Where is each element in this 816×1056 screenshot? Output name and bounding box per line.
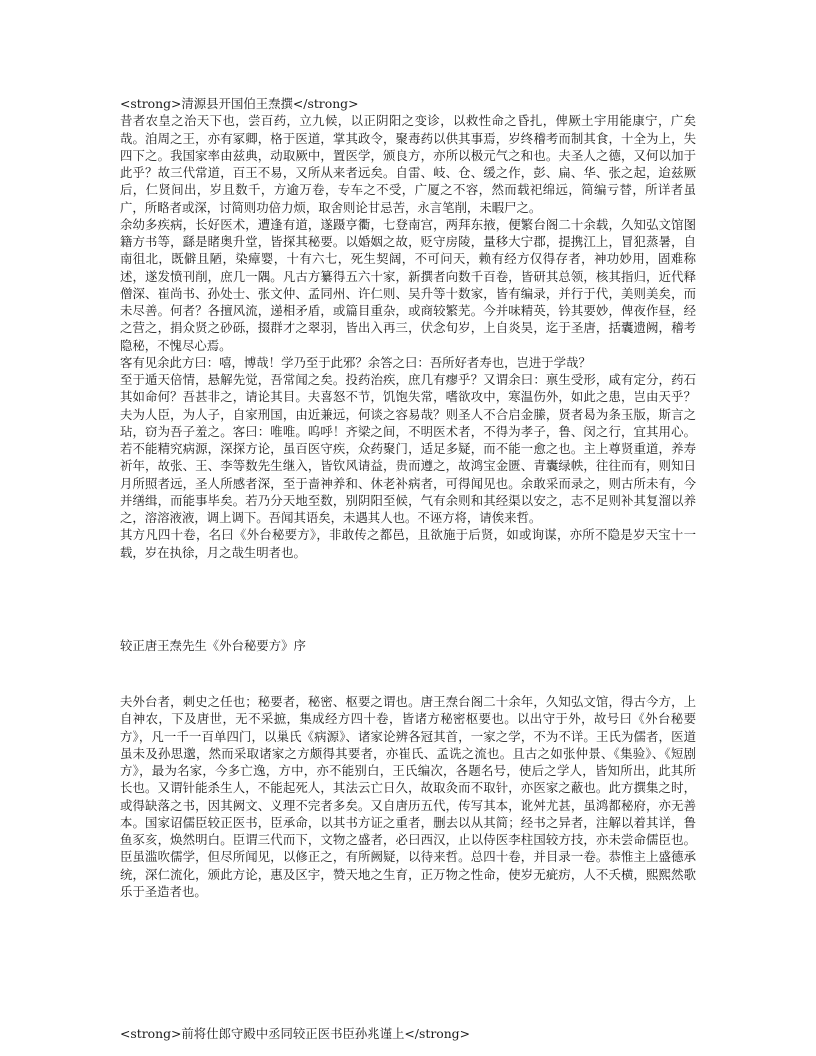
- preface-paragraph: 至于遁天倍情，悬解先觉，吾常闻之矣。投药治疾，庶几有瘳乎？又谓余曰：禀生受形，咸有定分，药石其如命何？吾甚非之，请论其目。夫喜怒不节，饥饱失常，嗜欲攻中，寒温伤外，如此之患，岂由天乎？夫为人臣，为人子，自家刑国，由近兼远，何谈之容易哉？则圣人不合启金縢，贤者曷为条玉版，斯言之玷，窃为吾子羞之。客曰：唯唯。呜呼！齐梁之间，不明医术者，不得为孝子，鲁、闵之行，宜其用心。若不能精究病源，深探方论，虽百医守疾，众药聚门，适足多疑，而不能一愈之也。主上尊贤重道，养寿祈年，故张、王、李等数先生继入，皆钦风请益，贵而遵之，故鸿宝金匮、青囊绿帙，往往而有，则知日月所照者远，圣人所感者深，至于啬神养和、休老补病者，可得闻见也。余敢采而录之，则古所未有，今并缮缉，而能事毕矣。若乃分天地至数，别阴阳至候，气有余则和其经渠以安之，志不足则补其复溜以养之，溶溶液液，调上调下。吾闻其语矣，未遇其人也。不诬方将，请俟来哲。: [120, 372, 696, 525]
- preface-collation-heading-block: [120, 637, 696, 654]
- collation-preface-title: 较正唐王焘先生《外台秘要方》序: [120, 638, 306, 653]
- preface-signature-block: [120, 1025, 696, 1042]
- preface-wang-tao: [120, 95, 696, 561]
- preface-signature: <strong>前将仕郎守殿中丞同较正医书臣孙兆谨上</strong>: [120, 1026, 470, 1041]
- preface-paragraph: 余幼多疾病，长好医术，遭逢有道，遂蹑亨衢，七登南宫，两拜东掖，便繁台阁二十余载，久知弘文馆图籍方书等，繇是睹奥升堂，皆探其秘要。以婚姻之故，贬守房陵，量移大宁郡，提携江上，冒犯蒸暑，自南徂北，既僻且陋，染瘴婴，十有六七，死生契阔，不可问天，赖有经方仅得存者，神功妙用，固难称述，遂发愤刊削，庶几一隅。凡古方纂得五六十家，新撰者向数千百卷，皆研其总领，核其指归，近代释僧深、崔尚书、孙处士、张文仲、孟同州、许仁则、吴升等十数家，皆有编录，并行于代，美则美矣，而未尽善。何者？各擅风流，递相矛盾，或篇目重杂，或商较繁芜。今并味精英，钤其要妙，俾夜作昼，经之营之，捐众贤之砂砾，掇群才之翠羽，皆出入再三，伏念旬岁，上自炎昊，迄于圣唐，括囊遗阙，稽考隐秘，不愧尽心焉。: [120, 216, 696, 353]
- preface-paragraph: 客有见余此方曰：嘻，博哉！学乃至于此邪？余答之曰：吾所好者寿也，岂进于学哉？: [120, 354, 591, 370]
- preface-collation: [120, 693, 696, 900]
- preface-paragraph: 昔者农皇之治天下也，尝百药，立九候，以正阴阳之变诊，以救性命之昏扎，俾厥土宇用能康宁，广矣哉。洎周之王，亦有冢卿，格于医道，掌其政令，聚毒药以供其事焉，岁终稽考而制其食，十全为上，失四下之。我国家率由兹典，动取厥中，置医学，颁良方，亦所以极元气之和也。夫圣人之德，又何以加于此乎？故三代常道，百王不易，又所从来者远矣。自雷、岐、仓、缓之作，彭、扁、华、张之起，迨兹厥后，仁贤间出，岁且数千，方逾万卷，专车之不受，广厦之不容，然而载祀绵远，简编亏替，所详者虽广，所略者或深，讨简则功倍力烦，取舍则论甘忌苦，永言笔削，未暇尸之。: [120, 113, 696, 215]
- preface-paragraph: 夫外台者，刺史之任也；秘要者，秘密、枢要之谓也。唐王焘台阁二十余年，久知弘文馆，得古今方，上自神农，下及唐世，无不采摭，集成经方四十卷，皆诸方秘密枢要也。以出守于外，故号曰《外台秘要方》，凡一千一百单四门，以巢氏《病源》、诸家论辨各冠其首，一家之学，不为不详。王氏为儒者，医道虽未及孙思邈，然而采取诸家之方颇得其要者，亦崔氏、孟诜之流也。且古之如张仲景、《集验》、《短剧方》，最为名家，今多亡逸，方中，亦不能别白，王氏编次，各题名号，使后之学人，皆知所出，此其所长也。又谓针能杀生人，不能起死人，其法云亡日久，故取灸而不取针，亦医家之蔽也。此方撰集之时，或得缺落之书，因其阙文、义理不完者多矣。又自唐历五代，传写其本，讹舛尤甚，虽鸿都秘府，亦无善本。国家诏儒臣较正医书，臣承命，以其书方证之重者，删去以从其简；经书之异者，注解以着其详，鲁鱼豕亥，焕然明白。臣谓三代而下，文物之盛者，必曰西汉，止以侍医李柱国较方技，亦未尝命儒臣也。臣虽滥吹儒学，但尽所闻见，以修正之，有所阙疑，以待来哲。总四十卷，并目录一卷。恭惟主上盛德承统，深仁流化，颁此方论，惠及区宇，赞天地之生育，正万物之性命，使岁无疵疠，人不夭横，熙熙然歌乐于圣造者也。: [120, 694, 696, 899]
- preface-paragraph: 其方凡四十卷，名曰《外台秘要方》，非敢传之都邑，且欲施于后贤，如或询谋，亦所不隐是岁天宝十一载，岁在执徐，月之哉生明者也。: [120, 527, 696, 560]
- preface-author-heading: <strong>清源县开国伯王焘撰</strong>: [120, 96, 359, 111]
